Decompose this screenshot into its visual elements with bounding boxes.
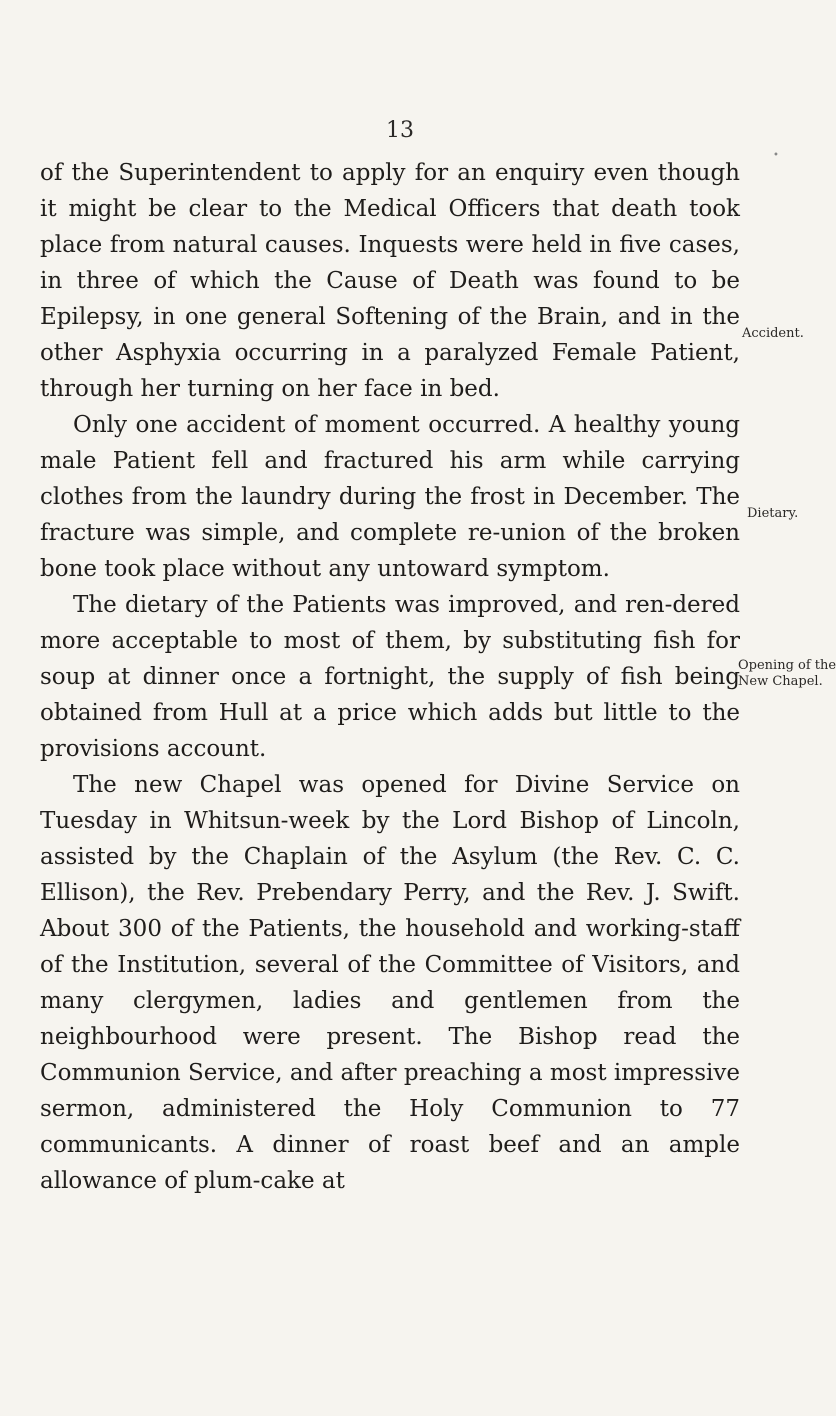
page-number: 13 [386,118,414,143]
sidenote-opening-new-chapel [738,658,836,690]
sidenote-chapel-line2: New Chapel. [738,674,823,689]
paragraph-accident: Only one accident of moment occurred. A healthy young male Patient fell and fractured his arm while carrying clothes from the laundry during the frost in December. The fracture was simple, and complete re-union of the broken bone took place without any untoward symptom. [40,412,740,582]
stray-mark: • [773,150,779,161]
paragraph-dietary: The dietary of the Patients was improved, and ren-dered more acceptable to most of them, by substituting fish for soup at dinner once a fortnight, the supply of fish being obtained from Hull at a price which adds but little to the provisions account. [40,592,740,762]
body-text [40,155,740,1199]
paragraph-chapel: The new Chapel was opened for Divine Service on Tuesday in Whitsun-week by the Lord Bishop of Lincoln, assisted by the Chaplain of the Asylum (the Rev. C. C. Ellison), the Rev. Prebendary Perry, and the Rev. J. Swift. About 300 of the Patients, the household and working-staff of the Institution, several of the Committee of Visitors, and many clergymen, ladies and gentlemen from the neighbourhood were present. The Bishop read the Communion Service, and after preaching a most impressive sermon, administered the Holy Communion to 77 communicants. A dinner of roast beef and an ample allowance of plum-cake at [40,772,740,1194]
paragraph-inquests: of the Superintendent to apply for an enquiry even though it might be clear to the Medical Officers that death took place from natural causes. Inquests were held in five cases, in three of which the Cause of Death was found to be Epilepsy, in one general Softening of the Brain, and in the other Asphyxia occurring in a paralyzed Female Patient, through her turning on her face in bed. [40,160,740,402]
sidenote-accident: Accident. [742,326,804,341]
sidenote-dietary: Dietary. [747,506,799,521]
sidenote-chapel-line1: Opening of the [738,658,836,673]
